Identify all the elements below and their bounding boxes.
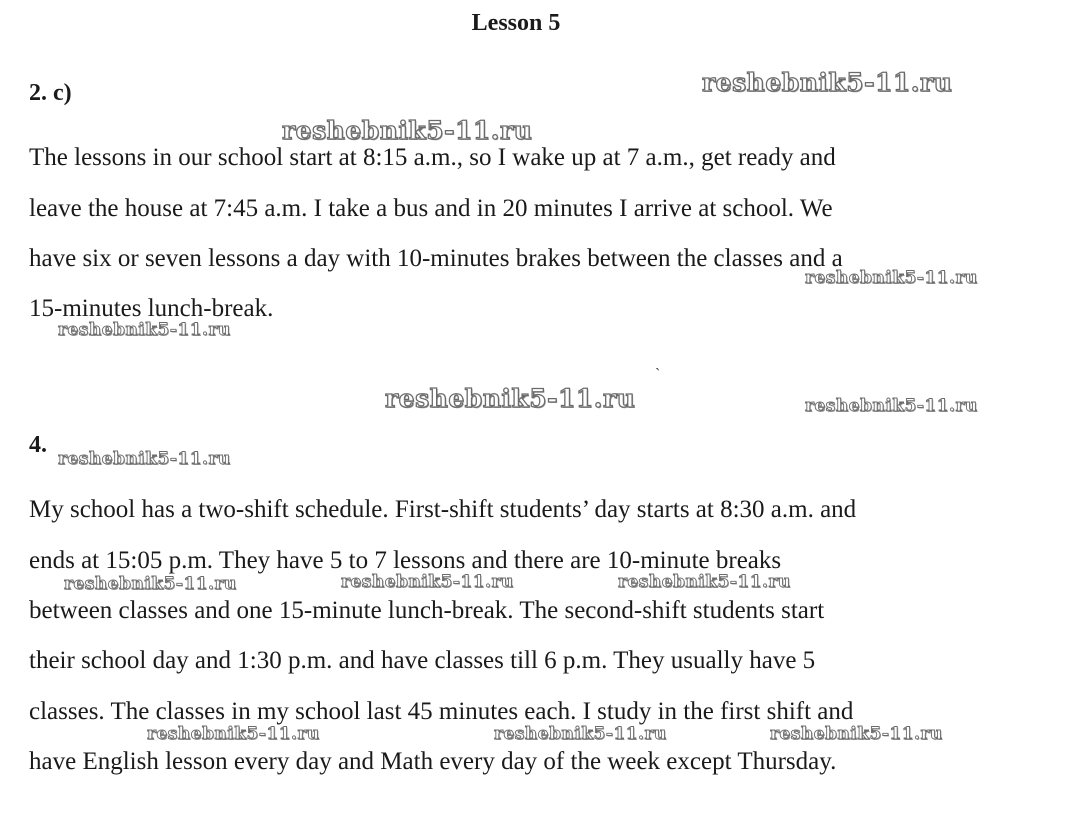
watermark: reshebnik5-11.ru	[702, 68, 953, 97]
page-title: Lesson 5	[471, 10, 561, 36]
paragraph-line: My school has a two-shift schedule. First-shift students’ day starts at 8:30 a.m. and	[29, 496, 857, 523]
watermark: reshebnik5-11.ru	[64, 574, 237, 594]
exercise-heading-4: 4.	[29, 432, 47, 458]
paragraph-line: leave the house at 7:45 a.m. I take a bus and in 20 minutes I arrive at school. We	[29, 195, 833, 222]
watermark: reshebnik5-11.ru	[58, 320, 231, 340]
paragraph-line: have six or seven lessons a day with 10-minutes brakes between the classes and a	[29, 245, 843, 272]
stray-mark: `	[655, 366, 661, 383]
paragraph-line: classes. The classes in my school last 45 minutes each. I study in the first shift and	[29, 698, 854, 725]
paragraph-line: have English lesson every day and Math every day of the week except Thursday.	[29, 748, 837, 775]
watermark: reshebnik5-11.ru	[805, 268, 978, 288]
watermark: reshebnik5-11.ru	[282, 116, 533, 145]
watermark: reshebnik5-11.ru	[494, 724, 667, 744]
watermark: reshebnik5-11.ru	[805, 396, 978, 416]
watermark: reshebnik5-11.ru	[58, 449, 231, 469]
paragraph-line: their school day and 1:30 p.m. and have classes till 6 p.m. They usually have 5	[29, 647, 816, 674]
watermark: reshebnik5-11.ru	[618, 572, 791, 592]
exercise-heading-2c: 2. c)	[29, 80, 72, 106]
watermark: reshebnik5-11.ru	[770, 724, 943, 744]
watermark: reshebnik5-11.ru	[341, 572, 514, 592]
paragraph-line: The lessons in our school start at 8:15 a.m., so I wake up at 7 a.m., get ready and	[29, 144, 836, 171]
paragraph-line: 15-minutes lunch-break.	[29, 295, 274, 322]
paragraph-line: ends at 15:05 p.m. They have 5 to 7 lessons and there are 10-minute breaks	[29, 547, 782, 574]
watermark: reshebnik5-11.ru	[385, 384, 636, 413]
paragraph-line: between classes and one 15-minute lunch-break. The second-shift students start	[29, 597, 825, 624]
watermark: reshebnik5-11.ru	[147, 724, 320, 744]
